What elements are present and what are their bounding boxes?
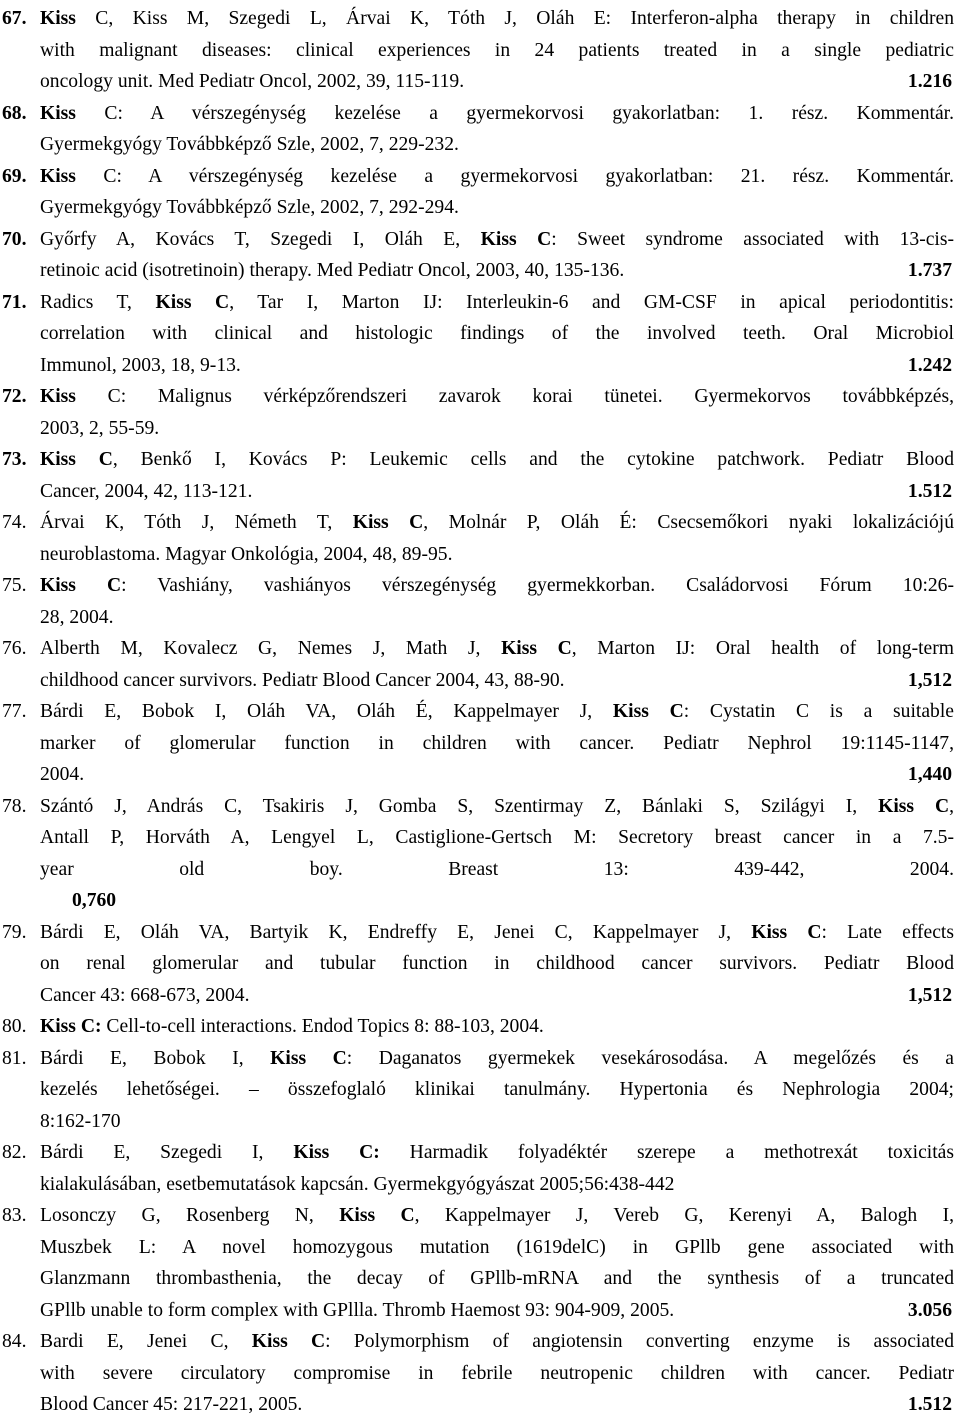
reference-number: 82.: [2, 1142, 27, 1163]
reference-text: Immunol, 2003, 18, 9-13.: [40, 354, 241, 376]
reference-entry: [2, 633, 954, 696]
author-highlight: Kiss C: [40, 449, 113, 470]
reference-entry: [2, 507, 954, 570]
reference-text: Gyermekgyógy Továbbképző Szle, 2002, 7, 292-294.: [40, 197, 459, 218]
reference-line: [40, 255, 954, 287]
reference-text: oncology unit. Med Pediatr Oncol, 2002, 39, 115-119.: [40, 71, 465, 92]
reference-line: [40, 759, 954, 791]
reference-text: Radics T,: [40, 291, 156, 313]
author-highlight: Kiss C: [878, 795, 950, 817]
reference-text: Alberth M, Kovalecz G, Nemes J, Math J,: [40, 638, 502, 659]
reference-text: : Cystatin C is a suitable: [683, 701, 954, 722]
author-highlight: Kiss C: [155, 291, 230, 313]
reference-text: GPllb unable to form complex with GPllla. Thromb Haemost 93: 904-909, 2005.: [40, 1299, 675, 1321]
reference-text: , Benkő I, Kovács P: Leukemic cells and the cytokine patchwork. Pediatr Blood: [112, 449, 954, 470]
reference-line: [40, 602, 954, 634]
reference-number: 81.: [2, 1047, 27, 1069]
reference-text: : Daganatos gyermekek vesekárosodása. A megelőzés és a: [346, 1047, 955, 1069]
reference-number: 80.: [2, 1016, 27, 1037]
reference-text: Muszbek L: A novel homozygous mutation (1619delC) in GPllb gene associated with: [40, 1236, 954, 1258]
reference-text: Blood Cancer 45: 217-221, 2005.: [40, 1394, 303, 1415]
impact-factor: 1,440: [907, 764, 952, 785]
reference-number: 72.: [2, 386, 27, 407]
reference-text: 8:162-170: [40, 1110, 121, 1132]
reference-line: [40, 413, 954, 445]
reference-text: Cancer, 2004, 42, 113-121.: [40, 480, 253, 502]
author-highlight: Kiss C:: [40, 1016, 102, 1037]
reference-text: Szántó J, András C, Tsakiris J, Gomba S, Szentirmay Z, Bánlaki S, Szilágyi I,: [40, 795, 879, 817]
reference-line: [40, 1074, 954, 1106]
reference-text: Losonczy G, Rosenberg N,: [40, 1205, 340, 1226]
reference-line: [40, 728, 954, 760]
reference-number: 71.: [2, 291, 27, 313]
reference-line: [40, 948, 954, 980]
impact-factor: 3.056: [907, 1299, 952, 1321]
impact-factor: 1,512: [907, 669, 952, 691]
reference-line: [40, 1263, 954, 1295]
reference-number: 68.: [2, 102, 27, 124]
reference-text: with severe circulatory compromise in febrile neutropenic children with cancer. Pediatr: [40, 1362, 954, 1384]
reference-text: Harmadik folyadéktér szerepe a methotrexát toxicitás: [379, 1142, 954, 1163]
impact-factor: 1.216: [907, 71, 952, 92]
reference-number: 74.: [2, 512, 27, 533]
reference-line: [40, 1137, 954, 1169]
reference-text: 2003, 2, 55-59.: [40, 417, 160, 439]
reference-text: , Kappelmayer J, Vereb G, Kerenyi A, Balogh I,: [414, 1205, 955, 1226]
author-highlight: Kiss C: [40, 575, 122, 596]
author-highlight: Kiss C: [480, 228, 552, 250]
reference-text: year old boy. Breast 13: 439-442, 2004.: [40, 858, 954, 880]
reference-text: Antall P, Horváth A, Lengyel L, Castiglione-Gertsch M: Secretory breast cancer in a 7.5-: [40, 827, 954, 848]
reference-number: 75.: [2, 575, 27, 596]
reference-number: 69.: [2, 165, 27, 187]
reference-text: : Late effects: [821, 921, 955, 943]
impact-factor: 1.512: [907, 480, 952, 502]
reference-number: 79.: [2, 921, 27, 943]
reference-text: Bardi E, Jenei C,: [40, 1331, 252, 1352]
reference-text: Cell-to-cell interactions. Endod Topics 8: 88-103, 2004.: [101, 1016, 544, 1037]
reference-text: Bárdi E, Bobok I,: [40, 1047, 271, 1069]
reference-entry: [2, 1137, 954, 1200]
reference-line: [40, 885, 954, 917]
reference-text: Bárdi E, Szegedi I,: [40, 1142, 294, 1163]
reference-text: marker of glomerular function in children with cancer. Pediatr Nephrol 19:1145-1147,: [40, 732, 954, 754]
author-highlight: Kiss C: [501, 638, 572, 659]
reference-line: [40, 287, 954, 319]
reference-text: , Tar I, Marton IJ: Interleukin-6 and GM-CSF in apical periodontitis:: [229, 291, 954, 313]
reference-line: [40, 633, 954, 665]
reference-text: C: A vérszegénység kezelése a gyermekorvosi gyakorlatban: 1. rész. Kommentár.: [75, 102, 954, 124]
reference-text: Győrfy A, Kovács T, Szegedi I, Oláh E,: [40, 228, 481, 250]
reference-line: [40, 381, 954, 413]
reference-entry: [2, 1326, 954, 1421]
reference-line: [40, 1106, 954, 1138]
reference-text: C: Malignus vérképzőrendszeri zavarok korai tünetei. Gyermekorvos továbbképzés,: [75, 386, 954, 407]
reference-number: 83.: [2, 1205, 27, 1226]
author-highlight: Kiss: [40, 8, 76, 29]
reference-entry: [2, 1011, 954, 1043]
reference-line: [40, 539, 954, 571]
author-highlight: Kiss C: [751, 921, 822, 943]
reference-line: [40, 35, 954, 67]
reference-line: [40, 1011, 954, 1043]
reference-line: [40, 791, 954, 823]
reference-text: on renal glomerular and tubular function in childhood cancer survivors. Pediatr Blood: [40, 953, 954, 974]
reference-entry: [2, 1043, 954, 1138]
reference-line: [40, 318, 954, 350]
reference-text: Glanzmann thrombasthenia, the decay of GPllb-mRNA and the synthesis of a truncated: [40, 1268, 954, 1289]
reference-entry: [2, 224, 954, 287]
reference-line: [40, 1200, 954, 1232]
author-highlight: Kiss: [40, 102, 76, 124]
reference-number: 76.: [2, 638, 27, 659]
reference-line: [40, 224, 954, 256]
reference-text: Bárdi E, Oláh VA, Bartyik K, Endreffy E, Jenei C, Kappelmayer J,: [40, 921, 752, 943]
reference-text: , Molnár P, Oláh É: Csecsemőkori nyaki lokalizációjú: [423, 512, 955, 533]
reference-entry: [2, 570, 954, 633]
reference-text: ,: [949, 795, 955, 817]
author-highlight: Kiss C: [251, 1331, 326, 1352]
reference-line: [40, 192, 954, 224]
reference-number: 70.: [2, 228, 27, 250]
reference-entry: [2, 381, 954, 444]
reference-text: , Marton IJ: Oral health of long-term: [571, 638, 955, 659]
impact-factor: 1.242: [907, 354, 952, 376]
reference-line: [40, 917, 954, 949]
reference-text: Gyermekgyógy Továbbképző Szle, 2002, 7, 229-232.: [40, 134, 459, 155]
reference-text: : Sweet syndrome associated with 13-cis-: [551, 228, 955, 250]
author-highlight: Kiss C: [270, 1047, 347, 1069]
impact-factor: 1.737: [907, 260, 952, 281]
reference-line: [40, 854, 954, 886]
reference-number: 78.: [2, 795, 27, 817]
author-highlight: Kiss C: [612, 701, 684, 722]
reference-entry: [2, 1200, 954, 1326]
reference-line: [40, 476, 954, 508]
reference-line: [40, 129, 954, 161]
reference-line: [40, 98, 954, 130]
author-highlight: Kiss: [40, 386, 76, 407]
reference-text: : Polymorphism of angiotensin converting enzyme is associated: [325, 1331, 955, 1352]
reference-text: correlation with clinical and histologic findings of the involved teeth. Oral Microbiol: [40, 323, 954, 344]
reference-text: C: A vérszegénység kezelése a gyermekorvosi gyakorlatban: 21. rész. Kommentár.: [75, 165, 954, 187]
reference-line: [40, 350, 954, 382]
reference-text: : Vashiány, vashiányos vérszegénység gyermekkorban. Családorvosi Fórum 10:26-: [121, 575, 955, 596]
reference-entry: [2, 696, 954, 791]
reference-text: kialakulásában, esetbemutatások kapcsán. Gyermekgyógyászat 2005;56:438-442: [40, 1173, 675, 1195]
reference-text: Bárdi E, Bobok I, Oláh VA, Oláh É, Kappelmayer J,: [40, 701, 613, 722]
reference-text: kezelés lehetőségei. – összefoglaló klinikai tanulmány. Hypertonia és Nephrologia 2004;: [40, 1079, 954, 1100]
reference-line: [40, 507, 954, 539]
author-highlight: Kiss C: [339, 1205, 415, 1226]
reference-text: retinoic acid (isotretinoin) therapy. Med Pediatr Oncol, 2003, 40, 135-136.: [40, 260, 625, 281]
impact-factor: 1,512: [907, 984, 952, 1006]
reference-text: childhood cancer survivors. Pediatr Blood Cancer 2004, 43, 88-90.: [40, 669, 565, 691]
reference-text: neuroblastoma. Magyar Onkológia, 2004, 48, 89-95.: [40, 543, 453, 565]
reference-number: 73.: [2, 449, 27, 470]
impact-factor: 1.512: [907, 1394, 952, 1415]
reference-line: [40, 161, 954, 193]
reference-number: 77.: [2, 701, 27, 722]
reference-line: [40, 1043, 954, 1075]
reference-line: [40, 570, 954, 602]
reference-entry: [2, 287, 954, 382]
reference-text: 2004.: [40, 764, 85, 785]
reference-entry: [2, 98, 954, 161]
reference-entry: [2, 791, 954, 917]
reference-line: [40, 1326, 954, 1358]
reference-entry: [2, 444, 954, 507]
author-highlight: Kiss C: [352, 512, 424, 533]
reference-line: [40, 1358, 954, 1390]
reference-text: Cancer 43: 668-673, 2004.: [40, 984, 250, 1006]
reference-line: [40, 444, 954, 476]
reference-text: Árvai K, Tóth J, Németh T,: [40, 512, 353, 533]
reference-line: [40, 665, 954, 697]
reference-line: [40, 1169, 954, 1201]
reference-line: [40, 822, 954, 854]
reference-number: 67.: [2, 8, 27, 29]
reference-entry: [2, 917, 954, 1012]
reference-line: [40, 1232, 954, 1264]
reference-line: [40, 1295, 954, 1327]
reference-text: with malignant diseases: clinical experiences in 24 patients treated in a single pediatric: [40, 39, 954, 61]
reference-line: [40, 1389, 954, 1421]
reference-line: [40, 696, 954, 728]
impact-factor: 0,760: [72, 890, 117, 911]
reference-line: [40, 66, 954, 98]
reference-number: 84.: [2, 1331, 27, 1352]
reference-line: [40, 3, 954, 35]
reference-text: C, Kiss M, Szegedi L, Árvai K, Tóth J, Oláh E: Interferon-alpha therapy in children: [75, 8, 954, 29]
reference-text: 28, 2004.: [40, 606, 114, 628]
author-highlight: Kiss C:: [293, 1142, 380, 1163]
reference-entry: [2, 3, 954, 98]
reference-line: [40, 980, 954, 1012]
author-highlight: Kiss: [40, 165, 76, 187]
reference-entry: [2, 161, 954, 224]
